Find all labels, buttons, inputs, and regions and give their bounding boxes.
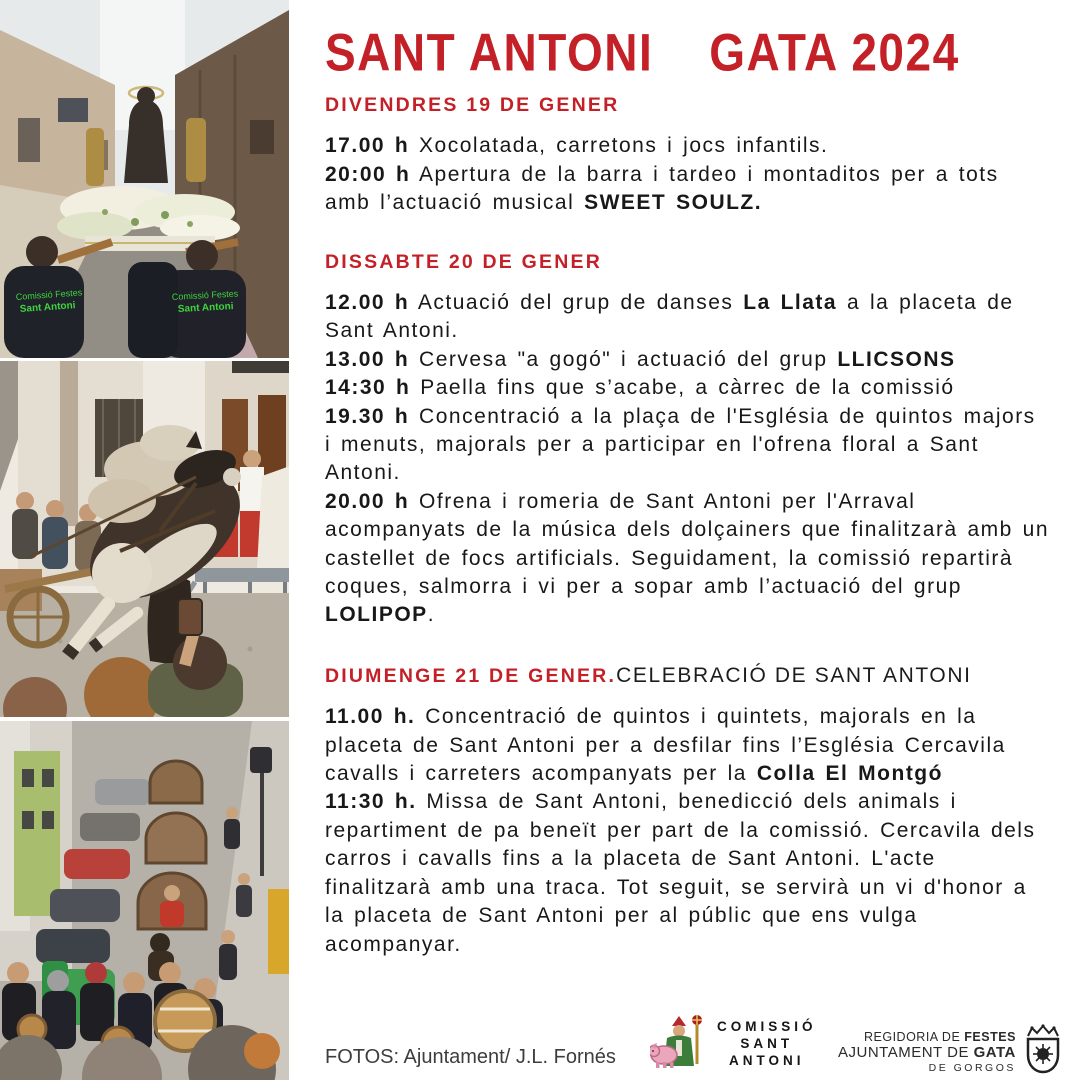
gata-de-gorgos-crest-icon (1022, 1024, 1066, 1079)
event-segment-bold: 20.00 h (325, 489, 410, 513)
title-sant-antoni: SANT ANTONI (325, 22, 654, 82)
event-segment-bold: La Llata (743, 291, 838, 314)
event-segment-bold: 11.00 h. (325, 705, 416, 729)
comissio-logo-text (717, 1018, 817, 1069)
event-segment: Paella fins que s’acabe, a càrrec de la comissió (410, 376, 955, 400)
event-segment-bold: Colla El Montgó (756, 762, 943, 786)
event-line (325, 161, 1050, 218)
event-segment-bold: 19.30 h (325, 404, 410, 428)
event-line (325, 403, 1050, 488)
svg-text:Comissió Festes: Comissió Festes (15, 287, 83, 302)
event-segment-bold: 11:30 h. (325, 790, 417, 814)
comissio-line2: SANT (740, 1036, 794, 1051)
photo-carriage-parade-drummers (0, 721, 289, 1080)
event-segment: Apertura de la barra i tardeo i montaditos per a tots amb l’actuació musical (325, 162, 999, 215)
page-title (325, 22, 1050, 82)
ajuntament-gata-logo (838, 1024, 1066, 1079)
event-segment: Ofrena i romeria de Sant Antoni per l'Arraval acompanyats de la música dels dolçainers que finalitzarà amb un castellet de focs artificials. Seguidament, la comissió repartirà coques, salmorra i vi per a sopar amb l’actuació del grup (325, 489, 1050, 599)
event-line (325, 374, 1050, 402)
event-line (325, 346, 1050, 374)
svg-text:Comissió Festes: Comissió Festes (171, 288, 239, 302)
section-heading (325, 663, 1050, 688)
carriage-parade-illustration (0, 721, 289, 1080)
event-segment: . (427, 603, 436, 627)
comissio-sant-antoni-logo (650, 1012, 817, 1075)
event-segment-bold: SWEET SOULZ. (584, 191, 763, 215)
event-line (325, 132, 1050, 160)
section-heading (325, 251, 1050, 274)
event-segment: Actuació del grup de danses (409, 291, 744, 314)
event-segment-bold: 14:30 h (325, 376, 411, 400)
event-segment: Concentració a la plaça de l'Església de quintos majors i menuts, majorals per a participar en l'ofrena floral a Sant Antoni. (325, 404, 1036, 485)
event-segment-bold: 12.00 h (325, 291, 410, 314)
sant-antoni-with-pig-icon (650, 1012, 712, 1075)
svg-text:Sant Antoni: Sant Antoni (19, 300, 76, 315)
schedule (325, 94, 1050, 959)
event-segment-bold: LOLIPOP (325, 603, 428, 627)
event-line (325, 703, 1050, 788)
title-gata-2024: GATA 2024 (709, 22, 960, 82)
comissio-line3: ANTONI (729, 1053, 805, 1068)
rearing-horse-illustration (0, 361, 289, 717)
event-segment-bold: 17.00 h (325, 134, 410, 158)
event-line (325, 289, 1050, 346)
program-column (325, 0, 1050, 959)
event-segment-bold: 13.00 h (325, 347, 410, 371)
regidoria-line1: REGIDORIA DE FESTES (864, 1029, 1016, 1044)
event-segment: Cervesa "a gogó" i actuació del grup (409, 347, 838, 371)
photo-column (0, 0, 289, 1080)
event-segment-bold: LLICSONS (837, 347, 956, 371)
event-segment: a la placeta de Sant Antoni. (325, 291, 1014, 343)
comissio-line1: COMISSIÓ (717, 1019, 817, 1034)
section-heading (325, 94, 1050, 117)
event-line (325, 788, 1050, 958)
regidoria-line2: AJUNTAMENT DE GATA (838, 1043, 1016, 1061)
regidoria-logo-text (838, 1030, 1016, 1074)
section-heading-date: DISSABTE 20 DE GENER (325, 250, 602, 273)
event-segment: Missa de Sant Antoni, benedicció dels animals i repartiment de pa beneït per part de la comissió. Cercavila dels carros i cavalls fins a la placeta de Sant Antoni. L'acte finalitzarà amb una traca. Tot seguit, se servirà un vi d'honor a la placeta de Sant Antoni per al públic que ens vulga acompanyar. (325, 790, 1036, 956)
section-heading-extra: CELEBRACIÓ DE SANT ANTONI (616, 663, 972, 687)
procession-statue-illustration (0, 0, 289, 358)
svg-text:Sant Antoni: Sant Antoni (177, 301, 234, 315)
photo-credit: FOTOS: Ajuntament/ J.L. Fornés (325, 1046, 616, 1068)
photo-procession-statue (0, 0, 289, 358)
event-segment: Xocolatada, carretons i jocs infantils. (409, 134, 829, 158)
regidoria-line3: DE GORGOS (928, 1061, 1016, 1074)
event-line (325, 488, 1050, 630)
photo-rearing-horse (0, 361, 289, 717)
event-segment-bold: 20:00 h (325, 162, 411, 186)
section-heading-date: DIVENDRES 19 DE GENER (325, 94, 620, 116)
section-heading-date: DIUMENGE 21 DE GENER. (325, 664, 617, 687)
event-segment: Concentració de quintos i quintets, majorals en la placeta de Sant Antoni per a desfilar fins l’Església Cercavila cavalls i carreters acompanyats per la (325, 705, 1006, 786)
